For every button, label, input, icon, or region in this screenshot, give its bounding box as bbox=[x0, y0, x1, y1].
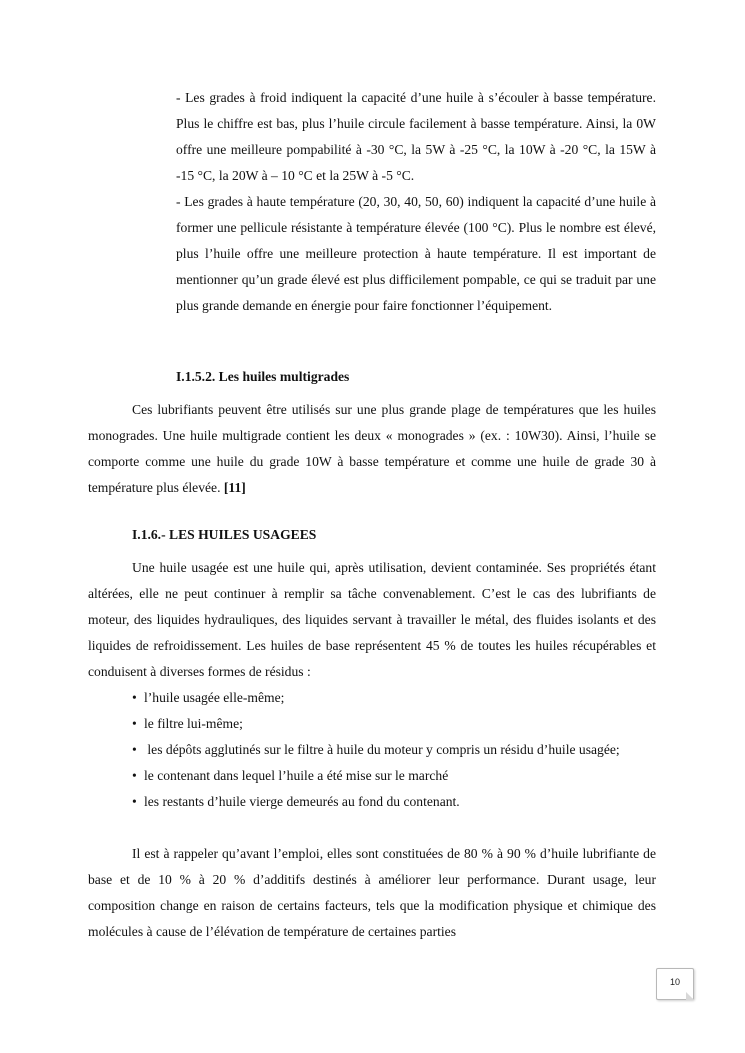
bullet-icon: • bbox=[132, 690, 137, 705]
used-oils-intro: Une huile usagée est une huile qui, après utilisation, devient contaminée. Ses propriétés étant altérées, elle ne peut continuer à remplir sa tâche convenablement. C’est le cas des lubrifiants de moteur, des liquides hydrauliques, des liquides servant à travailler le métal, des fluides isolants et des liquides de refroidissement. Les huiles de base représentent 45 % de toutes les huiles récupérables et conduisent à diverses formes de résidus : bbox=[88, 560, 656, 679]
page-number: 10 bbox=[669, 977, 680, 987]
bullet-icon: • bbox=[132, 742, 137, 757]
list-item-text: le contenant dans lequel l’huile a été mise sur le marché bbox=[144, 768, 449, 783]
list-item bbox=[132, 763, 656, 789]
page-curl-icon bbox=[686, 992, 694, 1000]
page-number-box bbox=[656, 968, 694, 1000]
multigrades-paragraph bbox=[88, 397, 656, 501]
list-item bbox=[132, 685, 656, 711]
bullet-icon: • bbox=[132, 716, 137, 731]
hot-grades-paragraph: - Les grades à haute température (20, 30, 40, 50, 60) indiquent la capacité d’une huile à former une pellicule résistante à température élevée (100 °C). Plus le nombre est élevé, plus l’huile offre une meilleure protection à haute température. Il est important de mentionner qu’un grade élevé est plus difficilement pompable, ce qui se traduit par une plus grande demande en énergie pour faire fonctionner l’équipement. bbox=[176, 194, 656, 313]
list-item bbox=[132, 711, 656, 737]
list-item-text: les dépôts agglutinés sur le filtre à huile du moteur y compris un résidu d’huile usagée; bbox=[147, 742, 620, 757]
used-oils-heading: I.1.6.- LES HUILES USAGEES bbox=[132, 527, 317, 542]
list-item bbox=[132, 789, 656, 815]
multigrades-text: Ces lubrifiants peuvent être utilisés sur une plus grande plage de températures que les huiles monogrades. Une huile multigrade contient les deux « monogrades » (ex. : 10W30). Ainsi, l’huile se comporte comme une huile du grade 10W à basse température et comme une huile de grade 30 à température plus élevée. bbox=[88, 402, 656, 495]
bullet-icon: • bbox=[132, 768, 137, 783]
used-oils-closing: Il est à rappeler qu’avant l’emploi, elles sont constituées de 80 % à 90 % d’huile lubrifiante de base et de 10 % à 20 % d’additifs destinés à améliorer leur performance. Durant usage, leur composition change en raison de certains facteurs, tels que la modification physique et chimique des molécules à cause de l’élévation de température de certaines parties bbox=[88, 846, 656, 939]
list-item bbox=[132, 737, 656, 763]
multigrades-heading: I.1.5.2. Les huiles multigrades bbox=[176, 369, 350, 384]
list-item-text: le filtre lui-même; bbox=[144, 716, 243, 731]
reference-citation: [11] bbox=[223, 480, 246, 495]
bullet-icon: • bbox=[132, 794, 137, 809]
list-item-text: les restants d’huile vierge demeurés au fond du contenant. bbox=[144, 794, 460, 809]
list-item-text: l’huile usagée elle-même; bbox=[144, 690, 285, 705]
cold-grades-paragraph: - Les grades à froid indiquent la capacité d’une huile à s’écouler à basse température. Plus le chiffre est bas, plus l’huile circule facilement à basse température. Ainsi, la 0W offre une meilleure pompabilité à -30 °C, la 5W à -25 °C, la 10W à -20 °C, la 15W à -15 °C, la 20W à – 10 °C et la 25W à -5 °C. bbox=[176, 90, 656, 183]
residue-list bbox=[132, 685, 656, 815]
